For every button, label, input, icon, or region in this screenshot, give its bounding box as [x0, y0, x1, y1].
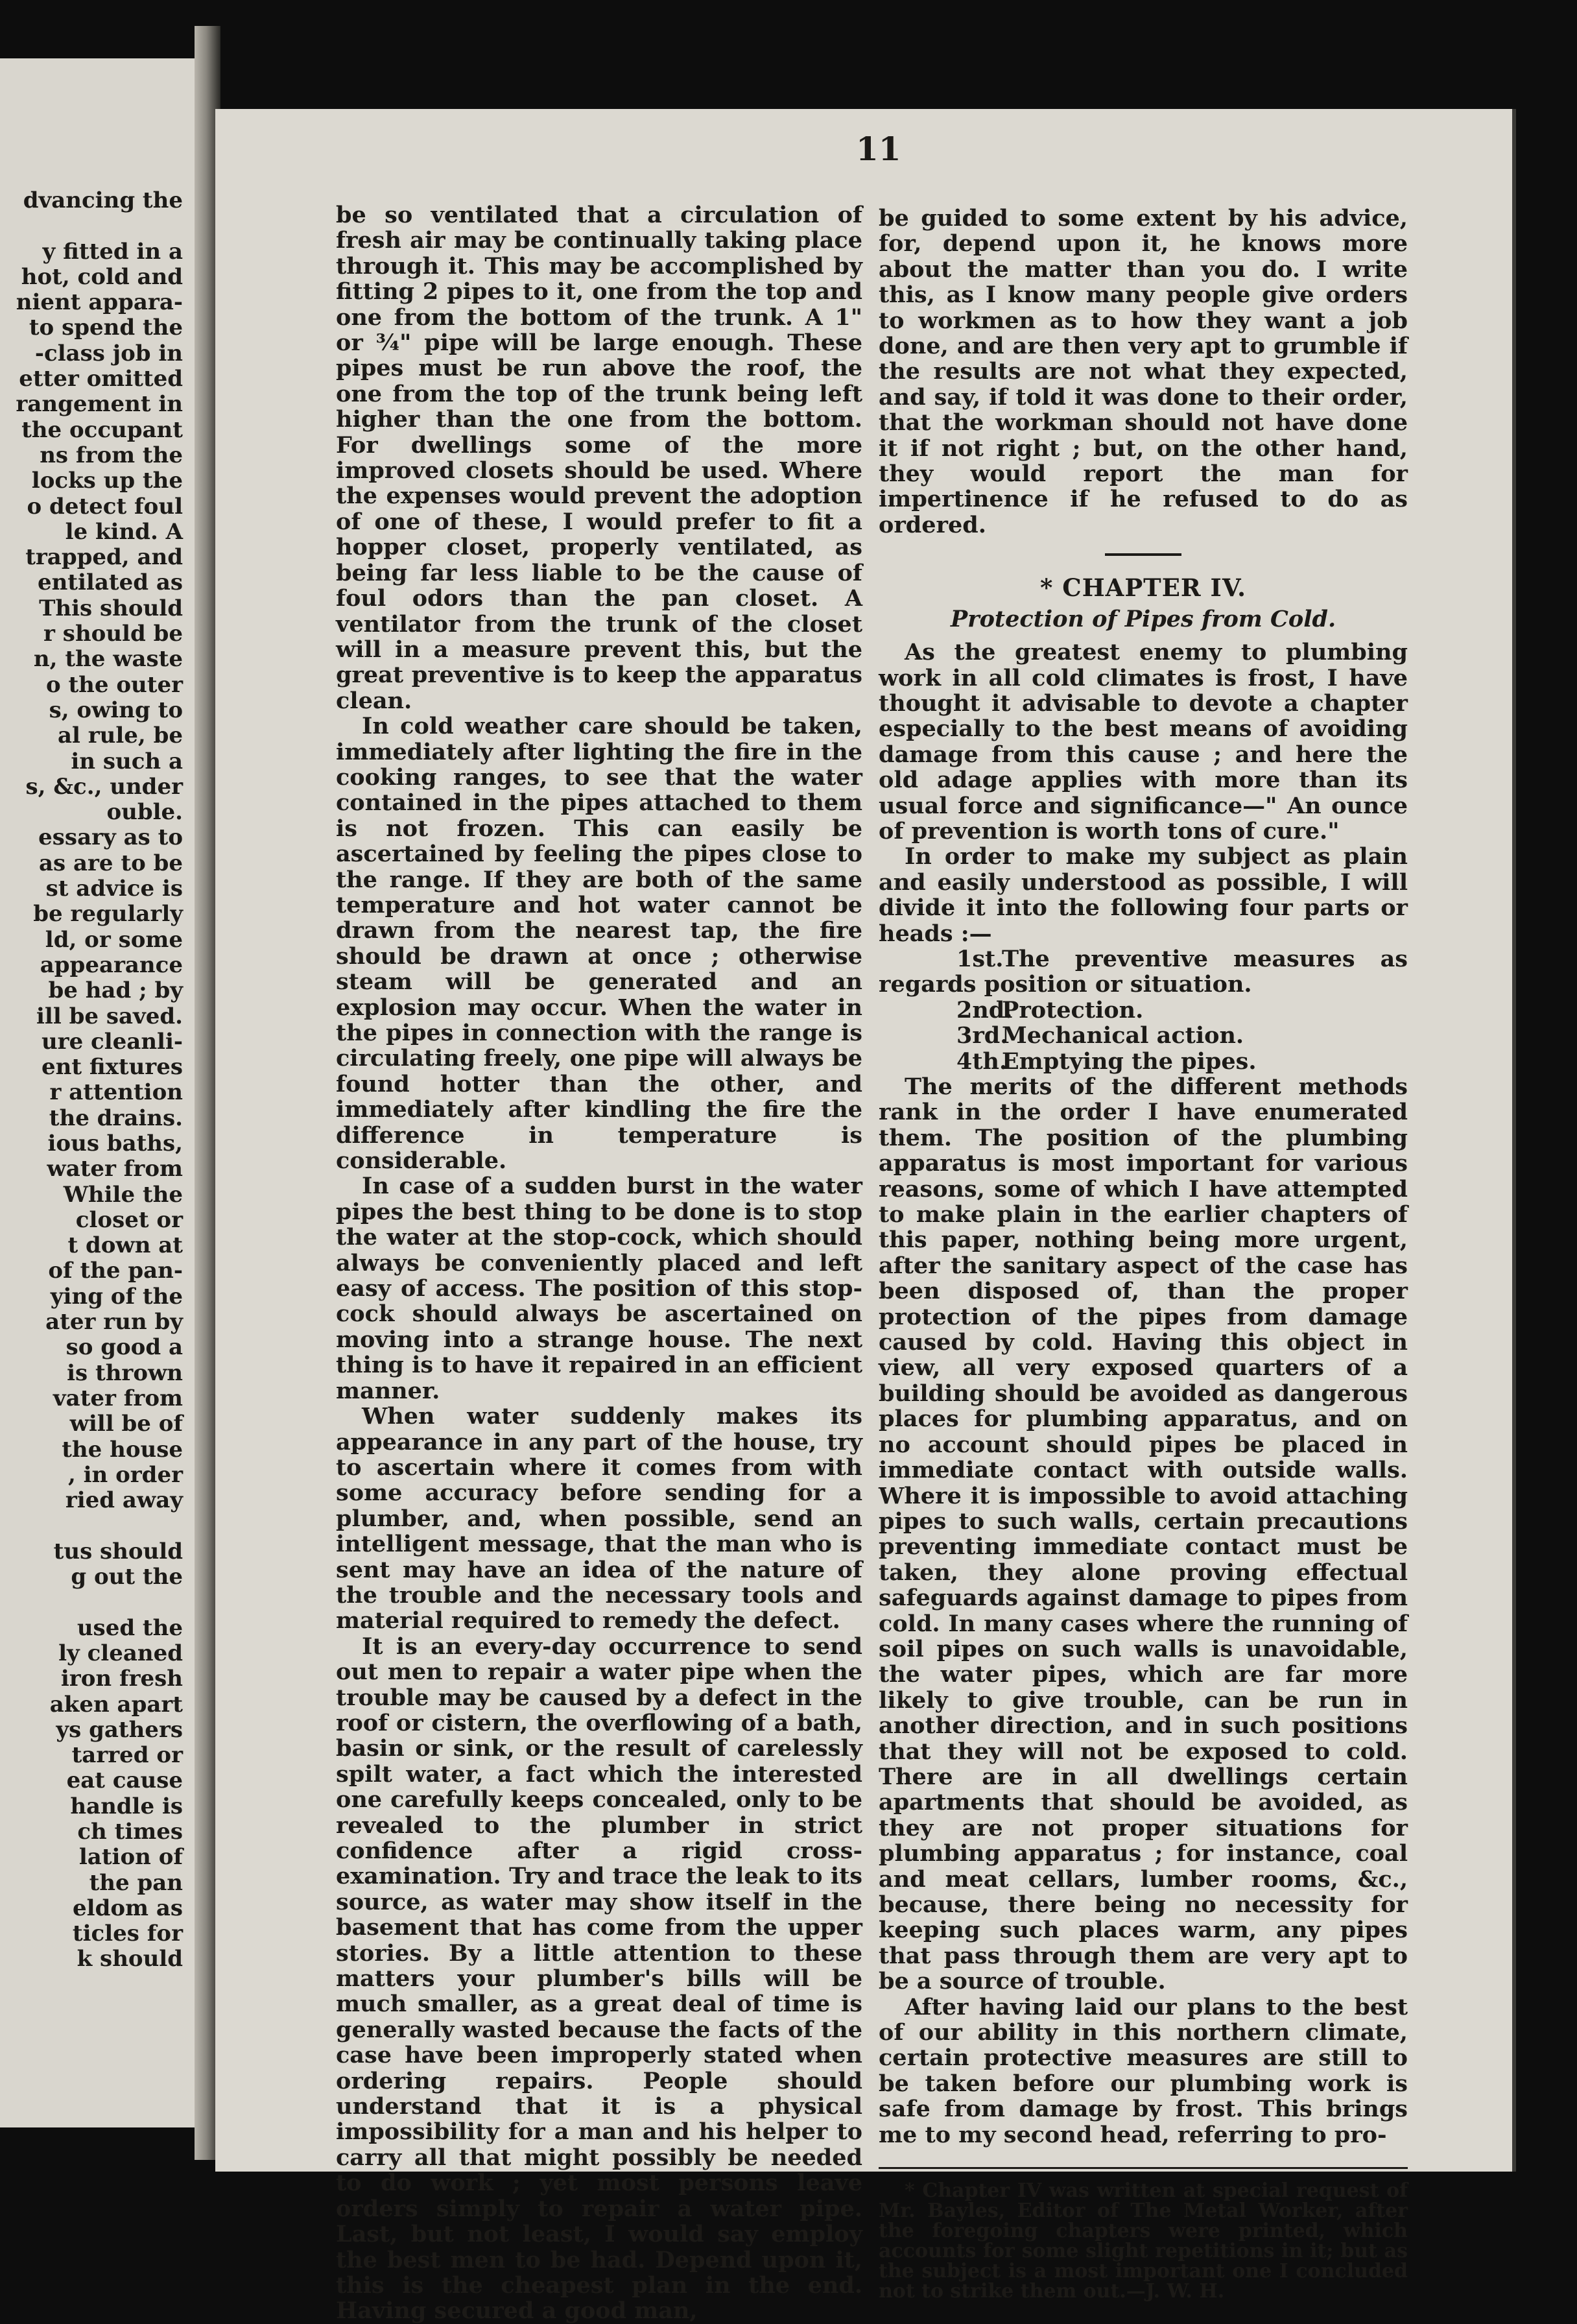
- list-item-text: Protection.: [1002, 996, 1144, 1024]
- facing-page-line: ure cleanli-: [41, 1028, 183, 1055]
- facing-page-line: eat cause: [66, 1767, 183, 1794]
- facing-page-line: in such a: [71, 748, 183, 774]
- facing-page-line: handle is: [70, 1793, 183, 1819]
- column-left: [336, 202, 862, 2324]
- footnote-divider: [879, 2167, 1408, 2169]
- divider: [1105, 553, 1181, 556]
- chapter-subtitle: Protection of Pipes from Cold.: [950, 605, 1336, 632]
- facing-page-fragment: [0, 58, 195, 2127]
- facing-page-line: ying of the: [50, 1283, 183, 1310]
- facing-page-line: tarred or: [71, 1742, 183, 1769]
- facing-page-line: ill be saved.: [36, 1003, 183, 1029]
- paragraph: In cold weather care should be taken, immediately after lighting the fire in the cooking ranges, to see that the water contained in the pipes attached to them is not frozen. This can easily be ascertained by feeling the pipes close to the range. If they are both of the same temperature and hot water cannot be drawn from the nearest tap, the fire should be drawn at once ; otherwise steam will be generated and an explosion may occur. When the water in the pipes in connection with the range is circulating freely, one pipe will always be found hotter than the other, and immediately after kindling the fire the difference in temperature is considerable.: [336, 713, 862, 1175]
- facing-page-line: closet or: [75, 1206, 183, 1233]
- paragraph: When water suddenly makes its appearance in any part of the house, try to ascertain where it comes from with some accuracy before sending for a plumber, and, when possible, send an intelligent message, that the man who is sent may have an idea of the nature of the trouble and the necessary tools and material required to remedy the defect.: [336, 1403, 862, 1635]
- facing-page-line: the occupant: [21, 416, 183, 443]
- list-item-text: The preventive measures as regards position or situation.: [879, 945, 1408, 998]
- facing-page-line: r should be: [43, 621, 183, 647]
- facing-page-line: trapped, and: [25, 544, 183, 571]
- facing-page-line: be regularly: [33, 901, 183, 928]
- list-item-number: 2nd.: [956, 996, 1013, 1024]
- facing-page-line: r attention: [49, 1079, 183, 1106]
- list-item: [879, 998, 1408, 1023]
- list-item-number: 4th.: [956, 1048, 1008, 1075]
- facing-page-line: , in order: [67, 1461, 183, 1488]
- facing-page-line: k should: [77, 1946, 183, 1972]
- paragraph: After having laid our plans to the best of our ability in this northern climate, certain protective measures are still to be taken before our plumbing work is safe from damage by frost. This brings me to my second head, referring to pro-: [879, 1993, 1408, 2148]
- facing-page-line: aken apart: [49, 1691, 183, 1718]
- facing-page-line: ent fixtures: [42, 1054, 183, 1081]
- facing-page-line: essary as to: [38, 824, 183, 851]
- facing-page-line: y fitted in a: [42, 238, 183, 265]
- facing-page-line: ticles for: [72, 1921, 183, 1947]
- facing-page-line: to spend the: [29, 315, 183, 341]
- facing-page-line: ater run by: [45, 1309, 183, 1336]
- list-item: [879, 1023, 1408, 1048]
- facing-page-line: nient appara-: [16, 289, 183, 316]
- heads-list: [879, 946, 1408, 1074]
- facing-page-line: iron fresh: [60, 1666, 183, 1692]
- facing-page-line: ld, or some: [45, 926, 183, 953]
- facing-page-line: be had ; by: [48, 977, 183, 1004]
- facing-page-line: al rule, be: [57, 723, 183, 749]
- list-item-text: Mechanical action.: [1002, 1022, 1244, 1049]
- list-item: [879, 946, 1408, 998]
- facing-page-line: the pan: [89, 1869, 183, 1896]
- facing-page-line: of the pan-: [48, 1258, 183, 1284]
- facing-page-line: [0, 1590, 183, 1615]
- paragraph: In case of a sudden burst in the water pipes the best thing to be done is to stop the water at the stop-cock, which should always be conveniently placed and left easy of access. The position of this stop-cock should always be ascertained on moving into a strange house. The next thing is to have it repaired in an efficient manner.: [336, 1173, 862, 1404]
- paragraph: In order to make my subject as plain and easily understood as possible, I will divide it into the following four parts or heads :—: [879, 843, 1408, 947]
- facing-page-line: t down at: [67, 1232, 183, 1259]
- facing-page-line: as are to be: [38, 850, 183, 876]
- list-item-text: Emptying the pipes.: [1002, 1048, 1257, 1075]
- facing-page-line: o detect foul: [27, 493, 183, 520]
- facing-page-line: ly cleaned: [58, 1640, 183, 1666]
- facing-page-line: hot, cold and: [21, 263, 183, 290]
- paragraph: be so ventilated that a circulation of fresh air may be continually taking place through it. This may be accomplished by fitting 2 pipes to it, one from the top and one from the bottom of the trunk. A 1" or ¾" pipe will be large enough. These pipes must be run above the roof, the one from the top of the trunk being left higher than the one from the bottom. For dwellings some of the more improved closets should be used. Where the expenses would prevent the adoption of one of these, I would prefer to fit a hopper closet, properly ventilated, as being far less liable to be the cause of foul odors than the pan closet. A ventilator from the trunk of the closet will in a measure prevent this, but the great preventive is to keep the apparatus clean.: [336, 202, 862, 714]
- paragraph: be guided to some extent by his advice, for, depend upon it, he knows more about the matter than you do. I write this, as I know many people give orders to workmen as to how they want a job done, and are then very apt to grumble if the results are not what they expected, and say, if told it was done to their order, that the workman should not have done it if not right ; but, on the other hand, they would report the man for impertinence if he refused to do as ordered.: [879, 205, 1408, 538]
- paragraph: It is an every-day occurrence to send out men to repair a water pipe when the trouble may be caused by a defect in the roof or cistern, the overflowing of a bath, basin or sink, or the result of carelessly spilt water, a fact which the interested one carefully keeps concealed, only to be revealed to the plumber in strict confidence after a rigid cross-examination. Try and trace the leak to its source, as water may show itself in the basement that has come from the upper stories. By a little attention to these matters your plumber's bills will be much smaller, as a great deal of time is generally wasted because the facts of the case have been improperly stated when ordering repairs. People should understand that it is a physical impossibility for a man and his helper to carry all that might possibly be needed to do work ; yet most persons leave orders simply to repair a water pipe. Last, but not least, I would say employ the best men to be had. Depend upon it, this is the cheapest plan in the end. Having secured a good man,: [336, 1633, 862, 2324]
- facing-page-line: lation of: [78, 1844, 183, 1871]
- facing-page-line: o the outer: [45, 671, 183, 698]
- list-item-number: 1st.: [956, 945, 1004, 972]
- list-item: [879, 1049, 1408, 1074]
- facing-page-line: tus should: [53, 1538, 183, 1564]
- facing-page-line: rangement in: [16, 391, 183, 418]
- facing-page-line: s, owing to: [49, 697, 183, 723]
- facing-page-line: so good a: [65, 1334, 183, 1361]
- paragraph: As the greatest enemy to plumbing work in all cold climates is frost, I have thought it advisable to devote a chapter especially to the best means of avoiding damage from this cause ; and here the old adage applies with more than its usual force and significance—" An ounce of prevention is worth tons of cure.": [879, 639, 1408, 845]
- facing-page-line: s, &c., under: [25, 773, 183, 800]
- facing-page-line: ns from the: [40, 442, 183, 468]
- facing-page-line: entilated as: [37, 569, 183, 596]
- facing-page-line: ch times: [77, 1819, 183, 1845]
- facing-page-line: eldom as: [73, 1895, 183, 1921]
- facing-page-line: This should: [39, 595, 183, 621]
- facing-page-line: [0, 1513, 183, 1539]
- list-item-number: 3rd.: [956, 1022, 1008, 1049]
- facing-page-line: ys gathers: [56, 1716, 183, 1743]
- facing-page-text: [0, 188, 183, 1972]
- facing-page-line: st advice is: [45, 876, 183, 902]
- column-right: [879, 206, 1408, 2301]
- facing-page-line: While the: [63, 1181, 183, 1208]
- facing-page-line: -class job in: [34, 340, 183, 366]
- facing-page-line: is thrown: [67, 1360, 183, 1386]
- facing-page-line: the house: [62, 1436, 183, 1463]
- facing-page-line: used the: [77, 1614, 183, 1641]
- facing-page-line: ouble.: [106, 799, 183, 826]
- chapter-heading: * CHAPTER IV.: [1040, 573, 1246, 603]
- facing-page-line: g out the: [71, 1564, 183, 1590]
- facing-page-line: ious baths,: [47, 1130, 183, 1156]
- facing-page-line: dvancing the: [23, 187, 183, 213]
- paragraph: The merits of the different methods rank in the order I have enumerated them. The position of the plumbing apparatus is most important for various reasons, some of which I have attempted to make plain in the earlier chapters of this paper, nothing being more urgent, after the sanitary aspect of the case has been disposed of, than the proper protection of the pipes from damage caused by cold. Having this object in view, all very exposed quarters of a building should be avoided as dangerous places for plumbing apparatus, and on no account should pipes be placed in immediate contact with outside walls. Where it is impossible to avoid attaching pipes to such walls, certain precautions preventing immediate contact must be taken, they alone proving effectual safeguards against damage to pipes from cold. In many cases where the running of soil pipes on such walls is unavoidable, the water pipes, which are far more likely to give trouble, can be run in another direction, and in such positions that they will not be exposed to cold. There are in all dwellings certain apartments that should be avoided, as they are not proper situations for plumbing apparatus ; for instance, coal and meat cellars, lumber rooms, &c., because, there being no necessity for keeping such places warm, any pipes that pass through them are very apt to be a source of trouble.: [879, 1073, 1408, 1995]
- facing-page-line: the drains.: [49, 1105, 183, 1131]
- facing-page-line: n, the waste: [33, 646, 183, 673]
- facing-page-line: vater from: [53, 1385, 183, 1411]
- footnote: * Chapter IV was written at special request of Mr. Bayles, Editor of The Metal Worker, after the foregoing chapters were printed, which accounts for some slight repetitions in it; but as the subject is a most important one I concluded not to strike them out.—J. W. H.: [879, 2179, 1408, 2303]
- facing-page-line: etter omitted: [19, 366, 183, 392]
- page-number: 11: [856, 130, 901, 168]
- facing-page-line: locks up the: [31, 468, 183, 494]
- facing-page-line: will be of: [69, 1411, 183, 1437]
- facing-page-line: water from: [47, 1156, 183, 1182]
- facing-page-line: le kind. A: [65, 518, 183, 545]
- facing-page-line: [0, 213, 183, 239]
- facing-page-line: ried away: [65, 1487, 183, 1514]
- facing-page-line: appearance: [40, 952, 183, 978]
